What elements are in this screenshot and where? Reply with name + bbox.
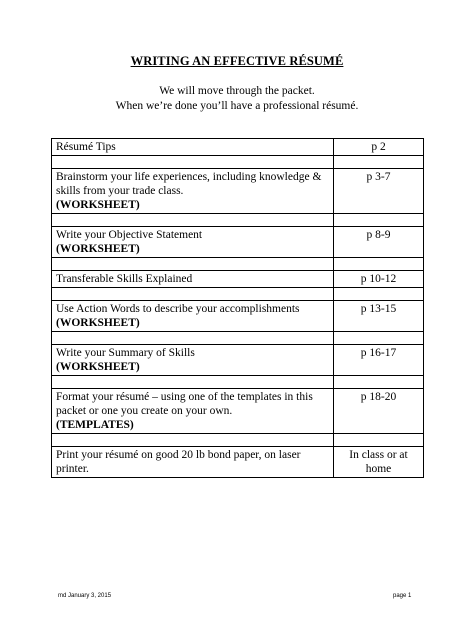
topic-tag: (WORKSHEET) [56,243,140,255]
spacer-row [52,214,424,227]
table-row [52,345,424,376]
page-cell: p 8-9 [334,227,424,258]
spacer-row [52,258,424,271]
spacer-row [52,332,424,345]
table-row [52,139,424,156]
table-row [52,301,424,332]
topic-tag: (WORKSHEET) [56,317,140,329]
page-cell: p 3-7 [334,169,424,214]
topic-text: Résumé Tips [56,141,116,153]
topic-text: Use Action Words to describe your accomplishments [56,303,300,315]
topic-cell [52,301,334,332]
page-cell: p 18-20 [334,389,424,434]
topic-text: Brainstorm your life experiences, including knowledge & skills from your trade class. [56,171,322,197]
topic-cell [52,447,334,478]
page-cell: In class or at home [334,447,424,478]
spacer-row [52,434,424,447]
subtitle-line-1: We will move through the packet. [159,85,315,97]
footer-date: md January 3, 2015 [58,593,112,599]
spacer-row [52,376,424,389]
topic-cell [52,169,334,214]
table-row [52,227,424,258]
topic-tag: (WORKSHEET) [56,361,140,373]
topic-cell [52,271,334,288]
topic-cell [52,227,334,258]
topic-cell [52,345,334,376]
page-cell: p 10-12 [334,271,424,288]
page-cell: p 16-17 [334,345,424,376]
subtitle-line-2: When we’re done you’ll have a professional résumé. [115,100,359,112]
topic-cell [52,139,334,156]
topic-text: Transferable Skills Explained [56,273,193,285]
topic-text: Write your Objective Statement [56,229,203,241]
topic-text: Format your résumé – using one of the templates in this packet or one you create on your own. [56,391,313,417]
packet-contents-table [51,138,424,478]
topic-tag: (WORKSHEET) [56,199,140,211]
table-row [52,389,424,434]
document-title: WRITING AN EFFECTIVE RÉSUMÉ [130,54,344,68]
footer-page-number: page 1 [393,593,412,599]
page-cell: p 2 [334,139,424,156]
topic-cell [52,389,334,434]
spacer-row [52,288,424,301]
topic-text: Print your résumé on good 20 lb bond paper, on laser printer. [56,449,301,475]
table-row [52,271,424,288]
topic-text: Write your Summary of Skills [56,347,195,359]
topic-tag: (TEMPLATES) [56,419,134,431]
table-row [52,447,424,478]
table-row [52,169,424,214]
spacer-row [52,156,424,169]
page-cell: p 13-15 [334,301,424,332]
